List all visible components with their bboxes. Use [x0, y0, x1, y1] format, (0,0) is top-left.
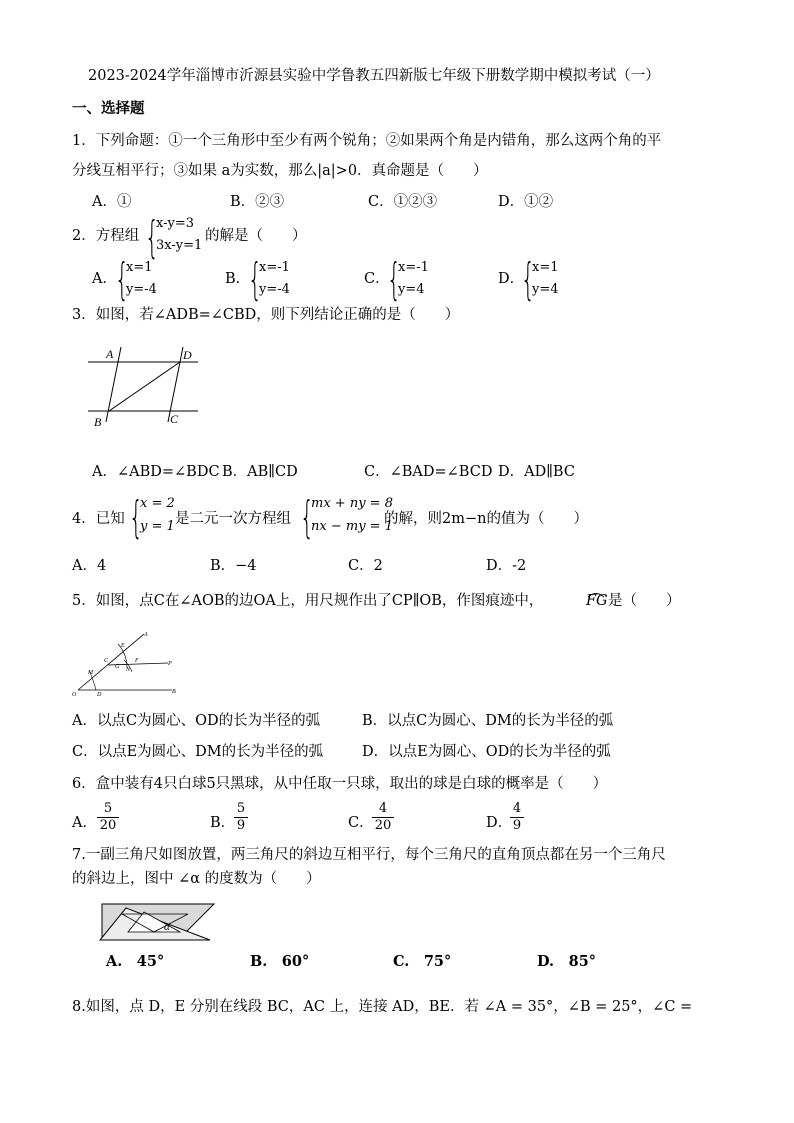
q7-line1: 7.一副三角尺如图放置，两三角尺的斜边互相平行，每个三角尺的直角顶点都在另一个三角尺 — [72, 847, 666, 863]
q6-option-a-den: 20 — [97, 817, 119, 834]
q3-text: 3．如图，若∠ADB=∠CBD，则下列结论正确的是（ ） — [72, 307, 460, 323]
q1-line1: 1．下列命题：①一个三角形中至少有两个锐角；②如果两个角是内错角，那么这两个角的平 — [72, 133, 662, 149]
q6-option-d-den: 9 — [510, 817, 524, 834]
q5-label-o: O — [72, 692, 77, 698]
q5-label-n: N — [126, 667, 131, 673]
q2-option-c-x: x=-1 — [398, 260, 429, 275]
q1-option-c: C．①②③ — [368, 194, 438, 210]
q5-label-c: C — [104, 658, 109, 664]
q2-prefix: 2．方程组 — [72, 228, 140, 244]
q5-arc-label: FG — [586, 593, 608, 609]
q7-option-d: D. 85° — [537, 953, 597, 970]
q5-label-d: D — [97, 692, 102, 698]
q2-option-a-y: y=-4 — [126, 282, 157, 297]
q6-option-c-fraction — [372, 801, 394, 834]
q6-option-c-label: C． — [348, 815, 374, 831]
q3-parallelogram-figure — [88, 342, 198, 434]
q5-label-a: A — [144, 632, 148, 638]
q5-label-b: B — [172, 689, 176, 695]
q6-option-a-fraction — [97, 801, 119, 834]
q2-eq2: 3x-y=1 — [156, 238, 203, 253]
q4-option-d: D．-2 — [486, 558, 527, 574]
q2-option-b-label: B． — [225, 271, 251, 287]
q3-label-a: A — [106, 347, 114, 361]
q2-option-c-label: C． — [364, 271, 390, 287]
q6-option-a-label: A． — [72, 815, 97, 831]
q3-label-d: D — [183, 348, 192, 362]
q6-option-d-fraction — [510, 801, 524, 834]
q6-option-c-den: 20 — [372, 817, 394, 834]
q5-option-d: D．以点E为圆心、OD的长为半径的弧 — [362, 744, 611, 760]
q2-option-c-y: y=4 — [398, 282, 425, 297]
q7-triangle-rulers-figure — [98, 902, 218, 942]
q1-option-b: B．②③ — [230, 194, 285, 210]
q3-label-b: B — [94, 415, 102, 429]
q4-option-c: C．2 — [348, 558, 383, 574]
q2-option-d-label: D． — [498, 271, 525, 287]
q8-line1: 8.如图，点 D，E 分别在线段 BC，AC 上，连接 AD，BE．若 ∠A = 35°，∠B = 25°，∠C = — [72, 999, 693, 1015]
q2-option-b-brace-icon: { — [248, 254, 262, 305]
q4-middle: 是二元一次方程组 — [175, 511, 291, 527]
q2-option-d-y: y=4 — [532, 282, 559, 297]
q3-option-d: D．AD∥BC — [498, 464, 575, 480]
q7-alpha-label: α — [164, 921, 170, 933]
q5-option-b: B．以点C为圆心、DM的长为半径的弧 — [362, 713, 614, 729]
q6-text: 6．盒中装有4只白球5只黑球，从中任取一只球，取出的球是白球的概率是（ ） — [72, 776, 608, 792]
q6-option-d-num: 4 — [512, 801, 522, 816]
q2-option-a-label: A． — [92, 271, 117, 287]
q5-text-after: 是（ ） — [608, 593, 681, 609]
q4-s2a: mx + ny = 8 — [311, 496, 393, 511]
q1-option-a: A．① — [92, 194, 132, 210]
q4-s2b: nx − my = 1 — [311, 519, 393, 534]
q3-option-a: A．∠ABD=∠BDC — [92, 464, 220, 480]
q2-option-d-x: x=1 — [532, 260, 559, 275]
q2-option-b-x: x=-1 — [259, 260, 290, 275]
q2-suffix: 的解是（ ） — [205, 228, 307, 244]
exam-title: 2023-2024学年淄博市沂源县实验中学鲁教五四新版七年级下册数学期中模拟考试（一） — [88, 68, 660, 84]
q2-option-a-brace-icon: { — [115, 254, 129, 305]
q2-option-c-brace-icon: { — [387, 254, 401, 305]
q3-option-b: B．AB∥CD — [222, 464, 298, 480]
q3-option-c: C．∠BAD=∠BCD — [364, 464, 493, 480]
q4-option-b: B．−4 — [210, 558, 257, 574]
q5-option-a: A．以点C为圆心、OD的长为半径的弧 — [72, 713, 321, 729]
q1-option-d: D．①② — [498, 194, 554, 210]
q2-eq1: x-y=3 — [156, 216, 195, 231]
q3-label-c: C — [170, 412, 179, 426]
q5-label-m: M — [88, 670, 93, 676]
q7-option-c: C. 75° — [393, 953, 452, 970]
q2-option-d-brace-icon: { — [521, 254, 535, 305]
q6-option-b-den: 9 — [234, 817, 248, 834]
q7-line2: 的斜边上，图中 ∠α 的度数为（ ） — [72, 871, 321, 887]
q2-option-b-y: y=-4 — [259, 282, 290, 297]
q5-option-c: C．以点E为圆心、DM的长为半径的弧 — [72, 744, 324, 760]
q5-construction-figure — [72, 626, 187, 698]
q1-line2: 分线互相平行；③如果 a为实数，那么|a|>0．真命题是（ ） — [72, 163, 488, 179]
q4-prefix: 4．已知 — [72, 511, 125, 527]
section-heading: 一、选择题 — [72, 100, 145, 117]
q4-s1b: y = 1 — [140, 519, 175, 534]
q6-option-b-num: 5 — [236, 801, 246, 816]
q5-label-p: P — [168, 661, 172, 667]
q4-option-a: A．4 — [72, 558, 107, 574]
q6-option-c-num: 4 — [378, 801, 388, 816]
q5-arc-mark-icon — [586, 590, 606, 598]
q2-brace-icon: { — [145, 212, 159, 263]
q6-option-d-label: D． — [486, 815, 513, 831]
q5-label-f: F — [135, 658, 139, 664]
q4-brace1-icon: { — [129, 492, 143, 543]
q6-option-a-num: 5 — [103, 801, 113, 816]
q2-option-a-x: x=1 — [126, 260, 153, 275]
q4-brace2-icon: { — [300, 492, 314, 543]
q7-option-a: A. 45° — [106, 953, 165, 970]
q5-label-e: E — [121, 643, 125, 649]
q4-suffix: 的解，则2m−n的值为（ ） — [384, 511, 588, 527]
q6-option-b-fraction — [234, 801, 248, 834]
q5-text-before: 5．如图，点C在∠AOB的边OA上，用尺规作出了CP∥OB，作图痕迹中， — [72, 593, 544, 609]
q5-label-g: G — [115, 664, 120, 670]
q4-s1a: x = 2 — [140, 496, 175, 511]
q7-option-b: B. 60° — [250, 953, 310, 970]
q6-option-b-label: B． — [210, 815, 236, 831]
